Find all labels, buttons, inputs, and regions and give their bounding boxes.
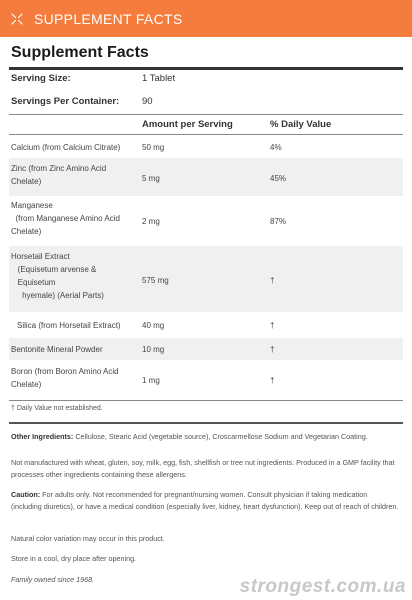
other-ingredients bbox=[11, 431, 399, 443]
table-row bbox=[9, 197, 403, 245]
allergen-note: Not manufactured with wheat, gluten, soy, milk, egg, fish, shellfish or tree nut ingredients. Produced in a GMP facility that processes other ingredients containing these allergens. bbox=[11, 458, 395, 479]
row-dv: † bbox=[270, 376, 275, 385]
table-row bbox=[9, 137, 403, 157]
row-name: Silica (from Horsetail Extract) bbox=[17, 321, 121, 330]
row-name: Boron (from Boron Amino Acid Chelate) bbox=[11, 367, 119, 389]
dv-footnote: † Daily Value not established. bbox=[11, 405, 103, 412]
row-name: Zinc (from Zinc Amino Acid Chelate) bbox=[11, 164, 107, 186]
header-title: SUPPLEMENT FACTS bbox=[34, 10, 183, 27]
table-row bbox=[9, 362, 403, 398]
other-ingredients-label: Other Ingredients: bbox=[11, 432, 74, 441]
divider bbox=[9, 422, 403, 424]
servings-label: Servings Per Container: bbox=[11, 96, 120, 107]
table-row bbox=[9, 338, 403, 360]
caution-text: For adults only. Not recommended for pregnant/nursing women. Consult physician if taking medication (including diuretics), or have a medical condition (especially liver, kidney, heart dysfunction). Keep out of reach of children. bbox=[11, 490, 399, 511]
row-name: Bentonite Mineral Powder bbox=[11, 345, 103, 354]
column-header-dv: % Daily Value bbox=[270, 119, 332, 130]
row-amount: 2 mg bbox=[142, 217, 160, 226]
serving-size-label: Serving Size: bbox=[11, 73, 71, 84]
row-dv: † bbox=[270, 345, 275, 354]
row-amount: 575 mg bbox=[142, 276, 169, 285]
header-bar bbox=[0, 0, 412, 37]
serving-size bbox=[11, 73, 176, 84]
caution-label: Caution: bbox=[11, 490, 41, 499]
divider bbox=[9, 114, 403, 115]
row-name: Calcium (from Calcium Citrate) bbox=[11, 143, 121, 152]
row-amount: 1 mg bbox=[142, 376, 160, 385]
supplement-facts-panel bbox=[0, 37, 412, 600]
row-amount: 50 mg bbox=[142, 143, 165, 152]
row-dv: † bbox=[270, 321, 275, 330]
table-row bbox=[9, 246, 403, 312]
column-header-amount: Amount per Serving bbox=[142, 119, 233, 130]
row-dv: 45% bbox=[270, 174, 287, 183]
caution bbox=[11, 489, 399, 513]
storage-note: Store in a cool, dry place after opening. bbox=[11, 554, 137, 563]
row-amount: 10 mg bbox=[142, 345, 165, 354]
row-name: Manganese (from Manganese Amino Acid Chelate) bbox=[11, 201, 120, 236]
divider bbox=[9, 400, 403, 401]
divider bbox=[9, 134, 403, 135]
servings-value: 90 bbox=[142, 96, 153, 107]
thick-divider bbox=[9, 67, 403, 70]
table-row bbox=[9, 158, 403, 196]
family-note: Family owned since 1968. bbox=[11, 575, 95, 584]
row-dv: 4% bbox=[270, 143, 282, 152]
row-amount: 40 mg bbox=[142, 321, 165, 330]
table-row bbox=[9, 314, 403, 336]
watermark: strongest.com.ua bbox=[239, 576, 406, 597]
close-x-icon[interactable] bbox=[0, 0, 34, 37]
other-ingredients-text: Cellulose, Stearic Acid (vegetable source), Croscarmellose Sodium and Vegetarian Coating. bbox=[75, 432, 368, 441]
color-note: Natural color variation may occur in this product. bbox=[11, 534, 165, 543]
row-dv: † bbox=[270, 276, 275, 285]
servings-per-container bbox=[11, 96, 153, 107]
row-amount: 5 mg bbox=[142, 174, 160, 183]
row-name: Horsetail Extract (Equisetum arvense & Equisetum hyemale) (Aerial Parts) bbox=[11, 252, 104, 300]
serving-size-value: 1 Tablet bbox=[142, 73, 176, 84]
facts-title: Supplement Facts bbox=[11, 44, 149, 61]
row-dv: 87% bbox=[270, 217, 287, 226]
